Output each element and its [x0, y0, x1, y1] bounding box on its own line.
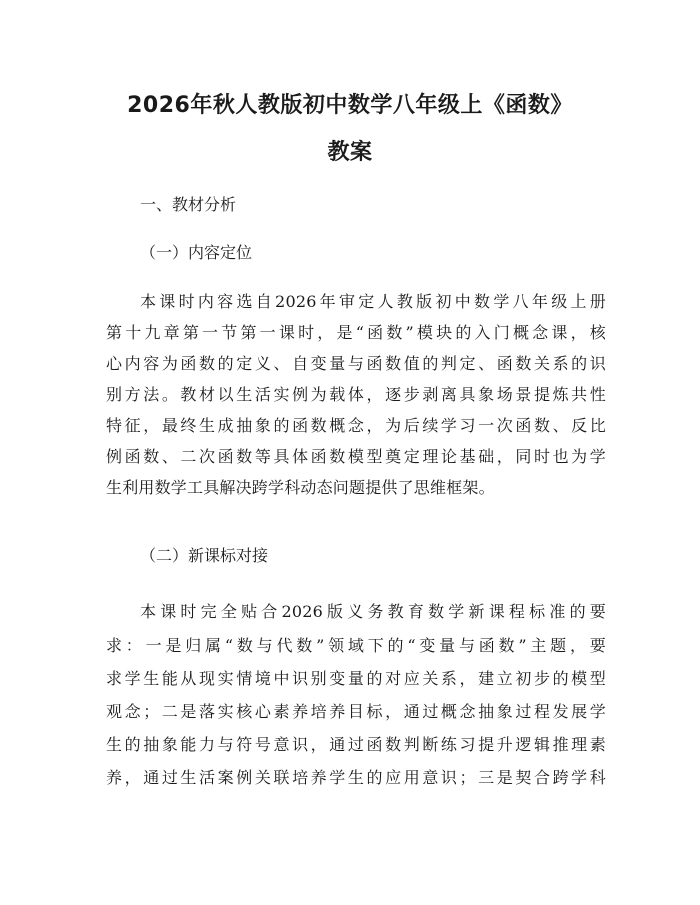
document-title-line-2: 教案 [327, 140, 373, 165]
paragraph-1-line-5: 特征，最终生成抽象的函数概念，为后续学习一次函数、反比 [106, 416, 606, 435]
paragraph-2-line-6: 养，通过生活案例关联培养学生的应用意识；三是契合跨学科 [106, 768, 606, 787]
paragraph-1-line-7: 生利用数学工具解决跨学科动态问题提供了思维框架。 [106, 478, 495, 497]
paragraph-1-line-2: 第十九章第一节第一课时，是“函数”模块的入门概念课，核 [106, 323, 606, 342]
subsection-heading-curriculum-alignment: （二）新课标对接 [140, 546, 269, 565]
paragraph-2-line-2: 求：一是归属“数与代数”领域下的“变量与函数”主题，要 [106, 636, 606, 655]
paragraph-1-line-3: 心内容为函数的定义、自变量与函数值的判定、函数关系的识 [106, 354, 606, 373]
paragraph-2-line-5: 生的抽象能力与符号意识，通过函数判断练习提升逻辑推理素 [106, 735, 606, 754]
paragraph-2-line-3: 求学生能从现实情境中识别变量的对应关系，建立初步的模型 [106, 669, 606, 688]
paragraph-2-line-4: 观念；二是落实核心素养培养目标，通过概念抽象过程发展学 [106, 702, 606, 721]
document-title-line-1: 2026年秋人教版初中数学八年级上《函数》 [127, 93, 573, 118]
paragraph-2-line-1: 本课时完全贴合2026版义务教育数学新课程标准的要 [140, 602, 606, 621]
subsection-heading-content-positioning: （一）内容定位 [140, 243, 253, 262]
paragraph-1-line-6: 例函数、二次函数等具体函数模型奠定理论基础，同时也为学 [106, 447, 606, 466]
paragraph-1-line-1: 本课时内容选自2026年审定人教版初中数学八年级上册 [140, 292, 606, 311]
paragraph-1-line-4: 别方法。教材以生活实例为载体，逐步剥离具象场景提炼共性 [106, 385, 606, 404]
section-heading-textbook-analysis: 一、教材分析 [140, 195, 237, 214]
